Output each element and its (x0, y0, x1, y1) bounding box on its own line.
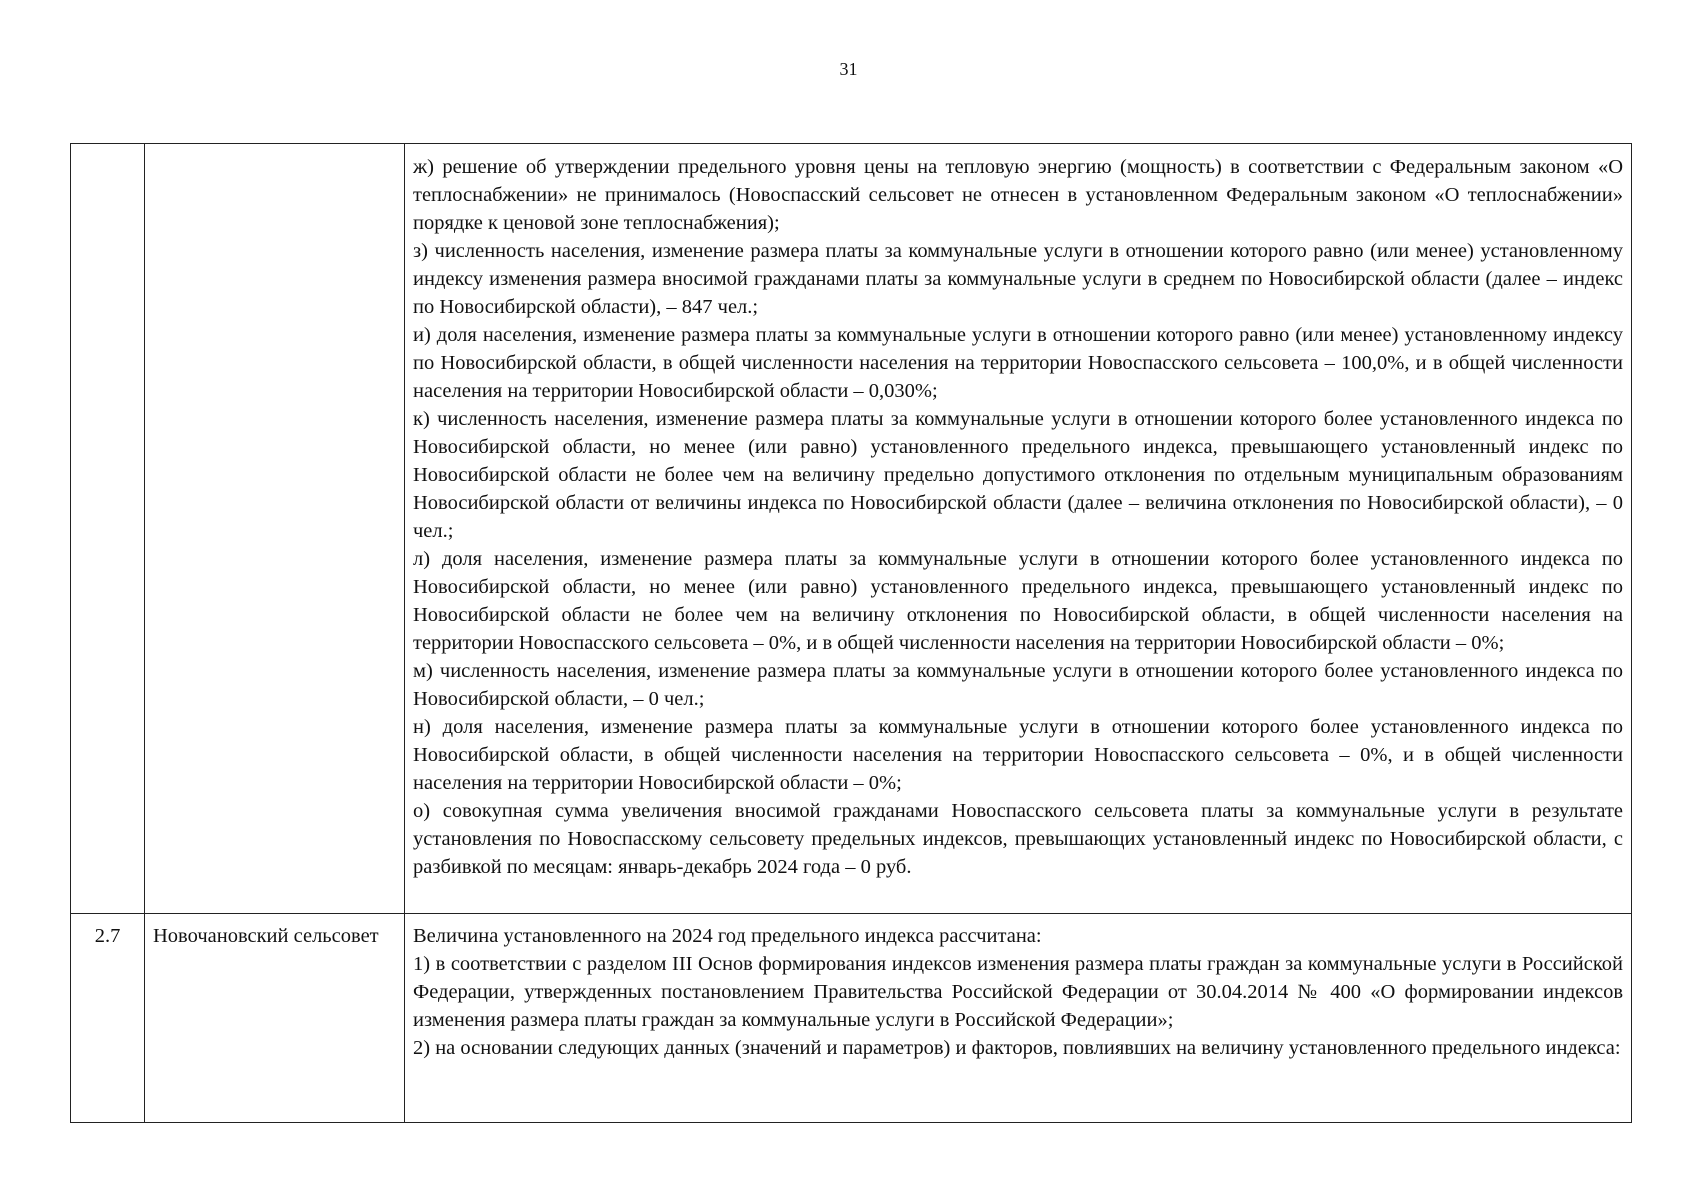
page-number: 31 (839, 59, 858, 79)
paragraph-zh: ж) решение об утверждении предельного уровня цены на тепловую энергию (мощность) в соответствии с Федеральным законом «О теплоснабжении» не принималось (Новоспасский сельсовет не отнесен в установленном Федеральным законом «О теплоснабжении» порядке к ценовой зоне теплоснабжения); (413, 156, 1623, 234)
paragraph-o: о) совокупная сумма увеличения вносимой гражданами Новоспасского сельсовета платы за коммунальные услуги в результате установления по Новоспасскому сельсовету предельных индексов, превышающих установленный индекс по Новосибирской области, с разбивкой по месяцам: январь-декабрь 2024 года – 0 руб. (413, 800, 1623, 878)
paragraph-1: 1) в соответствии с разделом III Основ формирования индексов изменения размера платы граждан за коммунальные услуги в Российской Федерации, утвержденных постановлением Правительства Российской Федерации от 30.04.2014 № 400 «О формировании индексов изменения размера платы граждан за коммунальные услуги в Российской Федерации»; (413, 953, 1623, 1031)
table-row (71, 914, 1632, 1123)
paragraph-intro: Величина установленного на 2024 год предельного индекса рассчитана: (413, 925, 1042, 947)
row-name-cell (145, 144, 405, 914)
row-number-cell (71, 144, 145, 914)
paragraph-k: к) численность населения, изменение размера платы за коммунальные услуги в отношении которого более установленного индекса по Новосибирской области, но менее (или равно) установленного предельного индекса, превышающего установленный индекс по Новосибирской области не более чем на величину предельно допустимого отклонения по отдельным муниципальным образованиям Новосибирской области от величины индекса по Новосибирской области (далее – величина отклонения по Новосибирской области), – 0 чел.; (413, 408, 1623, 542)
row-number-cell: 2.7 (71, 914, 145, 1123)
paragraph-z: з) численность населения, изменение размера платы за коммунальные услуги в отношении которого равно (или менее) установленному индексу изменения размера вносимой гражданами платы за коммунальные услуги в среднем по Новосибирской области (далее – индекс по Новосибирской области), – 847 чел.; (413, 240, 1623, 318)
paragraph-m: м) численность населения, изменение размера платы за коммунальные услуги в отношении которого более установленного индекса по Новосибирской области, – 0 чел.; (413, 660, 1623, 710)
row-name-cell: Новочановский сельсовет (145, 914, 405, 1123)
row-text-cell (405, 914, 1632, 1123)
table-row (71, 144, 1632, 914)
document-table (70, 143, 1632, 1123)
paragraph-n: н) доля населения, изменение размера платы за коммунальные услуги в отношении которого более установленного индекса по Новосибирской области, в общей численности населения на территории Новоспасского сельсовета – 0%, и в общей численности населения на территории Новосибирской области – 0%; (413, 716, 1623, 794)
paragraph-i: и) доля населения, изменение размера платы за коммунальные услуги в отношении которого равно (или менее) установленному индексу по Новосибирской области, в общей численности населения на территории Новоспасского сельсовета – 100,0%, и в общей численности населения на территории Новосибирской области – 0,030%; (413, 324, 1623, 402)
paragraph-l: л) доля населения, изменение размера платы за коммунальные услуги в отношении которого более установленного индекса по Новосибирской области, но менее (или равно) установленного предельного индекса, превышающего установленный индекс по Новосибирской области не более чем на величину отклонения по Новосибирской области, в общей численности населения на территории Новоспасского сельсовета – 0%, и в общей численности населения на территории Новосибирской области – 0%; (413, 548, 1623, 654)
paragraph-2: 2) на основании следующих данных (значений и параметров) и факторов, повлиявших на величину установленного предельного индекса: (413, 1037, 1621, 1059)
row-text-cell (405, 144, 1632, 914)
